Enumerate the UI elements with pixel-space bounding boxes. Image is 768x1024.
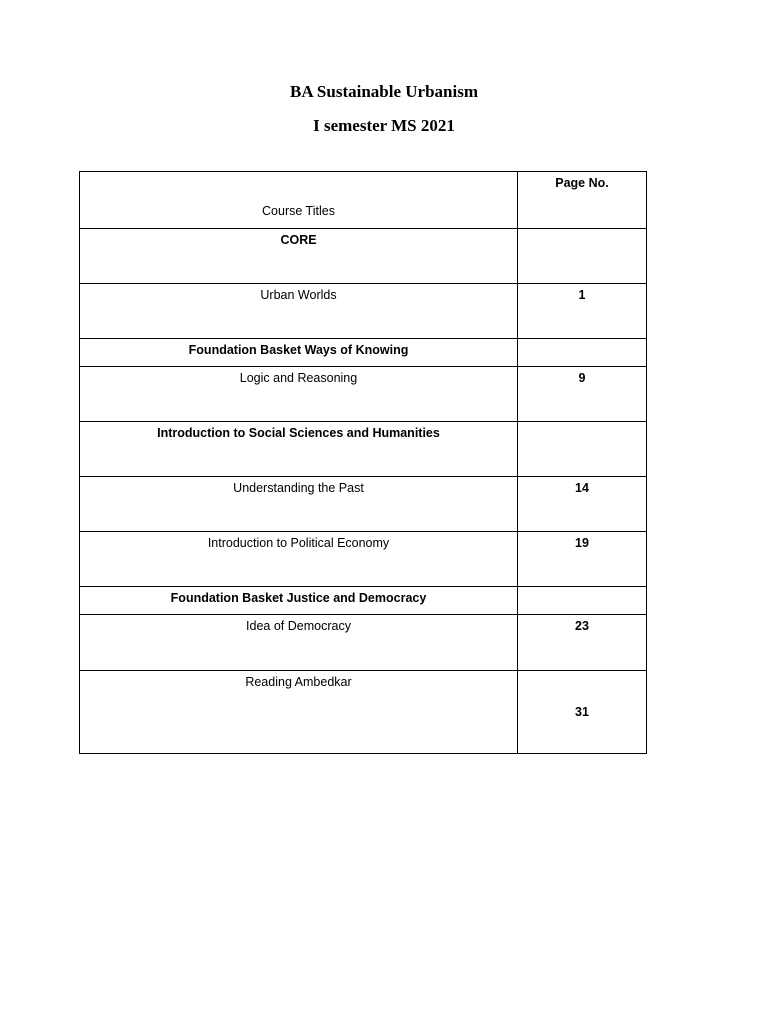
course-title: CORE xyxy=(280,233,317,247)
course-title: Introduction to Political Economy xyxy=(207,536,390,550)
page-number: 19 xyxy=(575,536,589,550)
course-title: Understanding the Past xyxy=(233,481,364,495)
table-row xyxy=(80,229,647,284)
document-subtitle: I semester MS 2021 xyxy=(313,116,455,135)
table-row xyxy=(80,339,647,367)
page-number: 31 xyxy=(575,705,589,719)
course-title: Foundation Basket Justice and Democracy xyxy=(170,591,427,605)
page-number: 14 xyxy=(575,481,589,495)
course-title: Urban Worlds xyxy=(260,288,337,302)
course-title: Idea of Democracy xyxy=(246,619,351,633)
header-page-no: Page No. xyxy=(555,176,609,190)
table-row xyxy=(80,477,647,532)
header-course-titles-cell xyxy=(80,172,518,229)
table-row xyxy=(80,367,647,422)
page-number xyxy=(518,229,646,233)
document-title: BA Sustainable Urbanism xyxy=(290,82,478,101)
course-title: Reading Ambedkar xyxy=(245,675,352,689)
header-course-titles: Course Titles xyxy=(262,204,335,218)
table-row xyxy=(80,587,647,615)
table-header-row xyxy=(80,172,647,229)
header-page-no-cell xyxy=(518,172,647,229)
table-row xyxy=(80,422,647,477)
course-table xyxy=(79,171,647,754)
page-number: 1 xyxy=(578,288,586,302)
table-row xyxy=(80,532,647,587)
page-number: 23 xyxy=(575,619,589,633)
table-row xyxy=(80,615,647,671)
page-number: 9 xyxy=(578,371,586,385)
course-title: Introduction to Social Sciences and Humanities xyxy=(157,426,440,440)
table-row xyxy=(80,284,647,339)
page-number xyxy=(518,339,646,343)
page-number xyxy=(518,587,646,591)
course-title: Logic and Reasoning xyxy=(239,371,358,385)
page-number xyxy=(518,422,646,426)
course-title: Foundation Basket Ways of Knowing xyxy=(188,343,409,357)
table-row xyxy=(80,671,647,754)
